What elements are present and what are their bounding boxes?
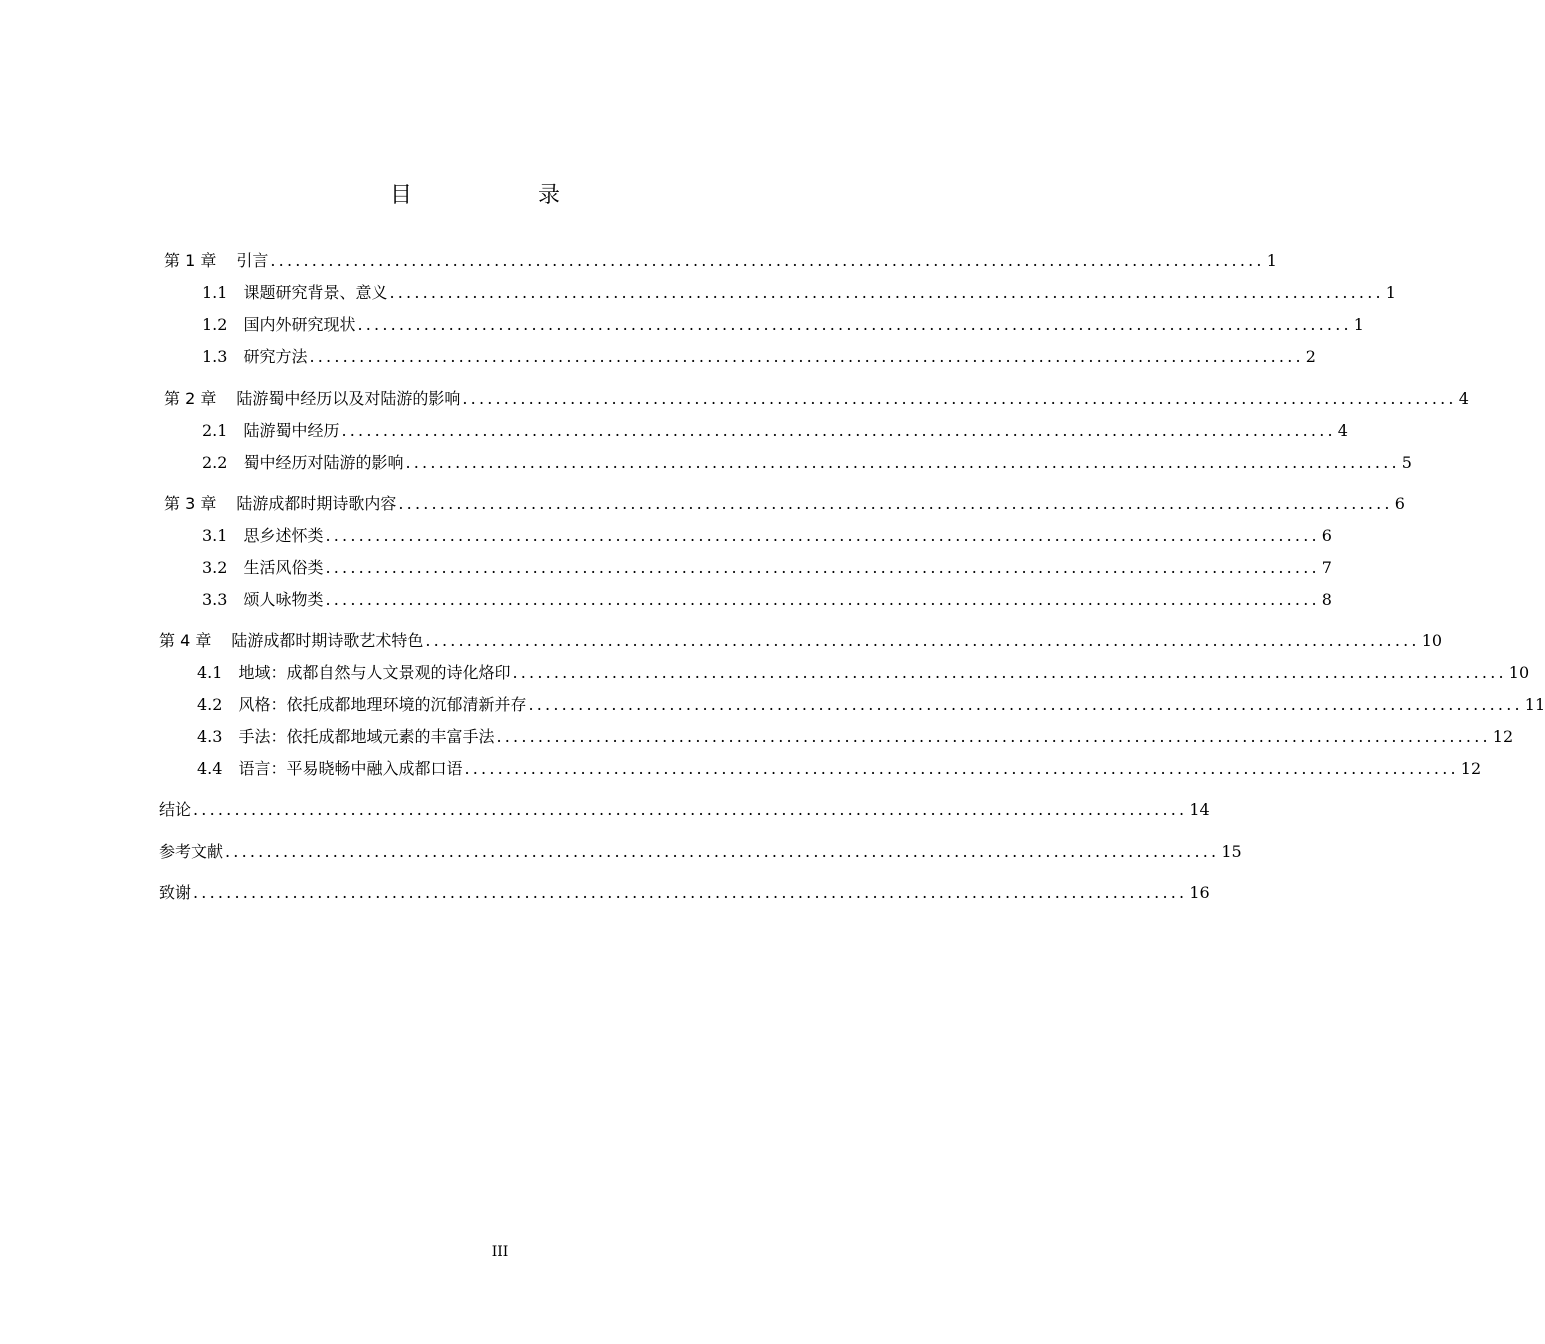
entry-text: 陆游蜀中经历以及对陆游的影响 <box>236 389 461 408</box>
dot-leader: ........................................................................................................................ <box>270 251 1265 270</box>
toc-title: 目 录 <box>389 183 612 208</box>
dot-leader: ........................................................................................................................ <box>357 315 1352 334</box>
toc-entry-4-1[interactable] <box>197 660 1530 684</box>
toc-entry-4-2[interactable] <box>197 692 1545 716</box>
entry-page: 6 <box>1394 494 1405 513</box>
entry-text: 语言：平易晓畅中融入成都口语 <box>238 759 463 778</box>
entry-text: 致谢 <box>159 883 192 902</box>
entry-page: 6 <box>1321 526 1332 545</box>
entry-text: 课题研究背景、意义 <box>243 283 388 302</box>
toc-entry-1-2[interactable] <box>202 312 1364 336</box>
toc-entry-acknowledgements[interactable] <box>159 880 1210 904</box>
entry-number: 4.4 <box>197 759 223 778</box>
entry-page: 2 <box>1305 347 1316 366</box>
dot-leader: ........................................................................................................................ <box>225 842 1220 861</box>
entry-page: 16 <box>1189 883 1210 902</box>
page-number-footer: III <box>491 1244 509 1260</box>
dot-leader: ........................................................................................................................ <box>193 883 1188 902</box>
entry-text: 陆游成都时期诗歌艺术特色 <box>231 631 424 650</box>
toc-entry-1-1[interactable] <box>202 280 1396 304</box>
entry-page: 1 <box>1385 283 1396 302</box>
entry-number: 第 3 章 <box>164 494 217 513</box>
toc-entry-chapter-4[interactable] <box>159 628 1443 652</box>
entry-number: 第 4 章 <box>159 631 212 650</box>
entry-number: 3.1 <box>202 526 228 545</box>
entry-text: 研究方法 <box>243 347 308 366</box>
dot-leader: ........................................................................................................................ <box>193 800 1188 819</box>
entry-text: 参考文献 <box>159 842 224 861</box>
entry-page: 10 <box>1508 663 1530 682</box>
entry-number: 第 1 章 <box>164 251 217 270</box>
toc-entry-2-1[interactable] <box>202 418 1348 442</box>
entry-number: 2.2 <box>202 453 228 472</box>
entry-text: 颂人咏物类 <box>243 590 324 609</box>
entry-number: 1.1 <box>202 283 228 302</box>
entry-page: 7 <box>1321 558 1332 577</box>
toc-entry-2-2[interactable] <box>202 450 1412 474</box>
dot-leader: ........................................................................................................................ <box>325 526 1320 545</box>
toc-entry-conclusion[interactable] <box>159 797 1210 821</box>
dot-leader: ........................................................................................................................ <box>325 558 1320 577</box>
dot-leader: ........................................................................................................................ <box>425 631 1420 650</box>
dot-leader: ........................................................................................................................ <box>528 695 1523 714</box>
entry-text: 结论 <box>159 800 192 819</box>
entry-text: 陆游成都时期诗歌内容 <box>236 494 397 513</box>
toc-entry-1-3[interactable] <box>202 344 1316 368</box>
dot-leader: ........................................................................................................................ <box>512 663 1507 682</box>
entry-text: 风格：依托成都地理环境的沉郁清新并存 <box>238 695 527 714</box>
dot-leader: ........................................................................................................................ <box>398 494 1393 513</box>
entry-number: 2.1 <box>202 421 228 440</box>
toc-entry-chapter-3[interactable] <box>164 491 1405 515</box>
dot-leader: ........................................................................................................................ <box>405 453 1400 472</box>
entry-page: 1 <box>1266 251 1277 270</box>
entry-number: 1.3 <box>202 347 228 366</box>
entry-page: 14 <box>1189 800 1210 819</box>
entry-number: 4.2 <box>197 695 223 714</box>
dot-leader: ........................................................................................................................ <box>309 347 1304 366</box>
dot-leader: ........................................................................................................................ <box>464 759 1459 778</box>
dot-leader: ........................................................................................................................ <box>496 727 1491 746</box>
entry-text: 手法：依托成都地域元素的丰富手法 <box>238 727 495 746</box>
entry-page: 4 <box>1458 389 1469 408</box>
entry-text: 蜀中经历对陆游的影响 <box>243 453 404 472</box>
toc-entry-4-4[interactable] <box>197 756 1482 780</box>
entry-number: 4.1 <box>197 663 223 682</box>
entry-number: 3.3 <box>202 590 228 609</box>
dot-leader: ........................................................................................................................ <box>462 389 1457 408</box>
entry-text: 引言 <box>236 251 269 270</box>
entry-page: 12 <box>1492 727 1514 746</box>
toc-entry-chapter-2[interactable] <box>164 386 1469 410</box>
entry-number: 3.2 <box>202 558 228 577</box>
dot-leader: ........................................................................................................................ <box>341 421 1336 440</box>
entry-page: 8 <box>1321 590 1332 609</box>
entry-page: 1 <box>1353 315 1364 334</box>
entry-page: 5 <box>1401 453 1412 472</box>
toc-entry-4-3[interactable] <box>197 724 1514 748</box>
entry-page: 10 <box>1421 631 1443 650</box>
entry-number: 1.2 <box>202 315 228 334</box>
toc-entry-references[interactable] <box>159 839 1242 863</box>
entry-text: 国内外研究现状 <box>243 315 356 334</box>
dot-leader: ........................................................................................................................ <box>325 590 1320 609</box>
entry-number: 第 2 章 <box>164 389 217 408</box>
toc-entry-3-3[interactable] <box>202 587 1332 611</box>
entry-page: 15 <box>1221 842 1242 861</box>
entry-text: 地域：成都自然与人文景观的诗化烙印 <box>238 663 511 682</box>
entry-text: 思乡述怀类 <box>243 526 324 545</box>
dot-leader: ........................................................................................................................ <box>389 283 1384 302</box>
entry-text: 陆游蜀中经历 <box>243 421 340 440</box>
toc-entry-chapter-1[interactable] <box>164 248 1277 272</box>
entry-text: 生活风俗类 <box>243 558 324 577</box>
entry-page: 4 <box>1337 421 1348 440</box>
toc-entry-3-1[interactable] <box>202 523 1332 547</box>
toc-entry-3-2[interactable] <box>202 555 1332 579</box>
entry-number: 4.3 <box>197 727 223 746</box>
entry-page: 11 <box>1524 695 1545 714</box>
entry-page: 12 <box>1460 759 1482 778</box>
